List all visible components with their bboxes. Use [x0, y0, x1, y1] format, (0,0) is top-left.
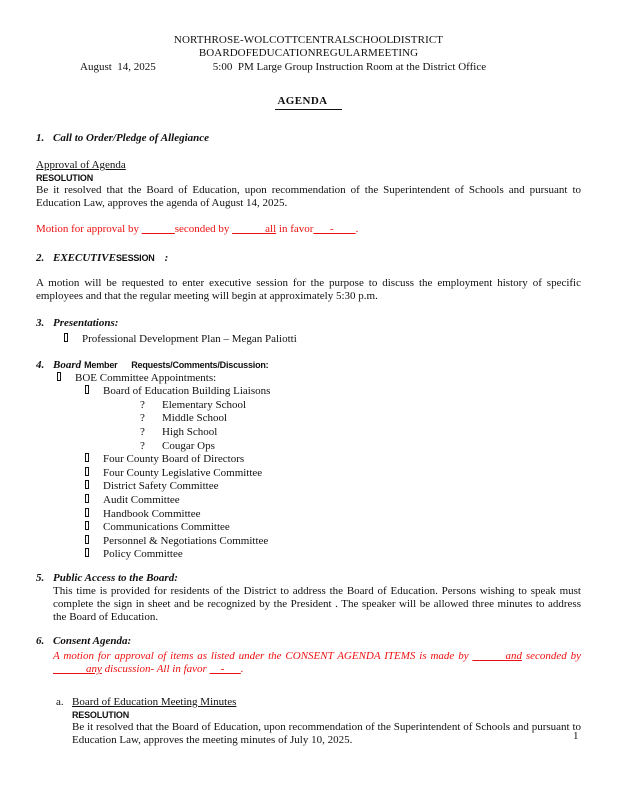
list-item-label: Elementary School: [162, 398, 247, 411]
list-item: [36, 399, 581, 413]
motion-blank: __-___: [209, 662, 241, 675]
item-number: 2.: [36, 252, 45, 264]
list-item: [36, 494, 581, 508]
list-item: [36, 480, 581, 494]
motion-text: A motion for approval of items as listed under the CONSENT AGENDA ITEMS is made by: [53, 649, 473, 662]
motion-text: discussion- All in favor: [101, 662, 210, 675]
bullet-box-icon: [85, 548, 103, 557]
bullet-box-icon: [85, 453, 103, 462]
bullet-box-icon: [64, 333, 82, 342]
motion-text: Motion for approval by: [36, 223, 142, 235]
approval-heading: Approval of Agenda: [36, 159, 126, 171]
motion-blank: ___-____: [313, 223, 356, 235]
resolution-label: RESOLUTION: [72, 709, 130, 720]
list-item-label: Handbook Committee: [103, 507, 201, 520]
list-item-label: Professional Development Plan – Megan Paliotti: [82, 333, 297, 345]
bullet-box-icon: [85, 480, 103, 489]
motion-line: [36, 223, 581, 236]
list-item: [36, 440, 581, 454]
list-item: [36, 385, 581, 399]
item-title-condensed: SESSION: [115, 253, 155, 263]
agenda-heading-wrap: [36, 95, 581, 110]
bullet-box-icon: [85, 535, 103, 544]
question-bullet-icon: ?: [140, 425, 145, 438]
item-title: Public Access to the Board:: [53, 571, 178, 584]
consent-sub-item-a: [56, 696, 581, 747]
motion-text: in favor: [276, 223, 314, 235]
item-number: 3.: [36, 317, 45, 329]
motion-text: seconded by: [174, 223, 233, 235]
bullet-box-icon: [57, 372, 75, 381]
bullet-box-icon: [85, 508, 103, 517]
list-item: [36, 548, 581, 562]
question-bullet-icon: ?: [140, 412, 145, 425]
motion-text: .: [355, 223, 359, 235]
item-title: Consent Agenda:: [53, 634, 132, 647]
list-item: [36, 521, 581, 535]
item-title: Presentations:: [53, 317, 119, 329]
agenda-item-3: [36, 317, 581, 330]
resolution-label: RESOLUTION: [36, 173, 94, 183]
item-number: 4.: [36, 358, 45, 371]
question-bullet-icon: ?: [140, 398, 145, 411]
list-item-label: Board of Education Building Liaisons: [103, 385, 271, 398]
page-number: 1: [573, 730, 579, 742]
question-bullet-icon: ?: [140, 439, 145, 452]
list-item-label: Audit Committee: [103, 493, 180, 506]
bullet-box-icon: [85, 467, 103, 476]
list-item: [36, 333, 581, 347]
motion-blank: ______: [472, 649, 506, 662]
agenda-item-4: [36, 359, 581, 372]
list-item: [36, 467, 581, 481]
list-item-label: High School: [162, 425, 218, 438]
sub-item-letter: a.: [56, 695, 64, 708]
list-item: [36, 372, 581, 386]
motion-word: all: [265, 223, 277, 235]
list-item-label: Communications Committee: [103, 521, 230, 534]
item-title: Board: [53, 358, 82, 371]
consent-motion-line: [53, 650, 581, 676]
bullet-box-icon: [85, 521, 103, 530]
meeting-date: August 14, 2025: [80, 61, 156, 73]
list-item-label: BOE Committee Appointments:: [75, 371, 217, 384]
list-item-label: District Safety Committee: [103, 480, 219, 493]
bullet-box-icon: [85, 494, 103, 503]
list-item: [36, 426, 581, 440]
bullet-box-icon: [85, 385, 103, 394]
motion-blank: ______: [232, 223, 266, 235]
motion-blank: ______: [141, 223, 175, 235]
item-number: 1.: [36, 132, 45, 144]
agenda-item-1: [36, 132, 581, 145]
list-item: [36, 535, 581, 549]
document-title-line2: BOARD OF EDUCATION REGULAR MEETING: [198, 47, 419, 59]
motion-word: any: [86, 662, 102, 675]
list-item: [36, 412, 581, 426]
motion-text: seconded by: [521, 649, 582, 662]
list-item-label: Cougar Ops: [162, 439, 215, 452]
date-location-line: [36, 61, 581, 74]
agenda-item-6: [36, 635, 581, 648]
motion-word: and: [505, 649, 522, 662]
item-number: 5.: [36, 571, 45, 584]
motion-text: .: [240, 662, 244, 675]
list-item-label: Middle School: [162, 412, 228, 425]
item-number: 6.: [36, 634, 45, 647]
list-item: [36, 508, 581, 522]
approval-of-agenda-block: [36, 159, 581, 210]
list-item-label: Policy Committee: [103, 548, 183, 561]
resolution-body: Be it resolved that the Board of Education, upon recommendation of the Superintendent of Schools and pursuant to Education Law, approves the agenda of August 14, 2025.: [36, 184, 581, 209]
list-item-label: Four County Legislative Committee: [103, 466, 263, 479]
list-item-label: Personnel & Negotiations Committee: [103, 534, 269, 547]
item-title-condensed: Member Requests/Comments/Discussion:: [84, 359, 269, 370]
executive-session-body: A motion will be requested to enter executive session for the purpose to discuss the employment history of specific employees and that the regular meeting will begin at approximately 5:30 p.m.: [36, 277, 581, 302]
meeting-time-location: 5:00 PM Large Group Instruction Room at the District Office: [212, 61, 487, 73]
item-title-colon: :: [164, 252, 169, 264]
list-item: [36, 453, 581, 467]
document-title-line1: NORTH ROSE-WOLCOTT CENTRAL SCHOOL DISTRICT: [173, 34, 444, 46]
resolution-body: Be it resolved that the Board of Education, upon recommendation of the Superintendent of Schools and pursuant to Education Law, approves the meeting minutes of July 10, 2025.: [72, 720, 581, 746]
sub-item-heading: Board of Education Meeting Minutes: [72, 695, 237, 708]
agenda-heading: AGENDA: [275, 95, 341, 110]
item-title: Call to Order/Pledge of Allegiance: [53, 132, 210, 144]
list-item-label: Four County Board of Directors: [103, 453, 245, 466]
agenda-item-5: [36, 572, 581, 585]
public-access-body: This time is provided for residents of the District to address the Board of Education. Persons wishing to speak must complete the sign in sheet and be recognized by the President . The speaker will be allowed three minutes to address the Board of Education.: [53, 584, 581, 623]
item-title: EXECUTIVE: [53, 252, 116, 264]
motion-blank: ______: [53, 662, 86, 675]
agenda-item-2: [36, 252, 581, 265]
